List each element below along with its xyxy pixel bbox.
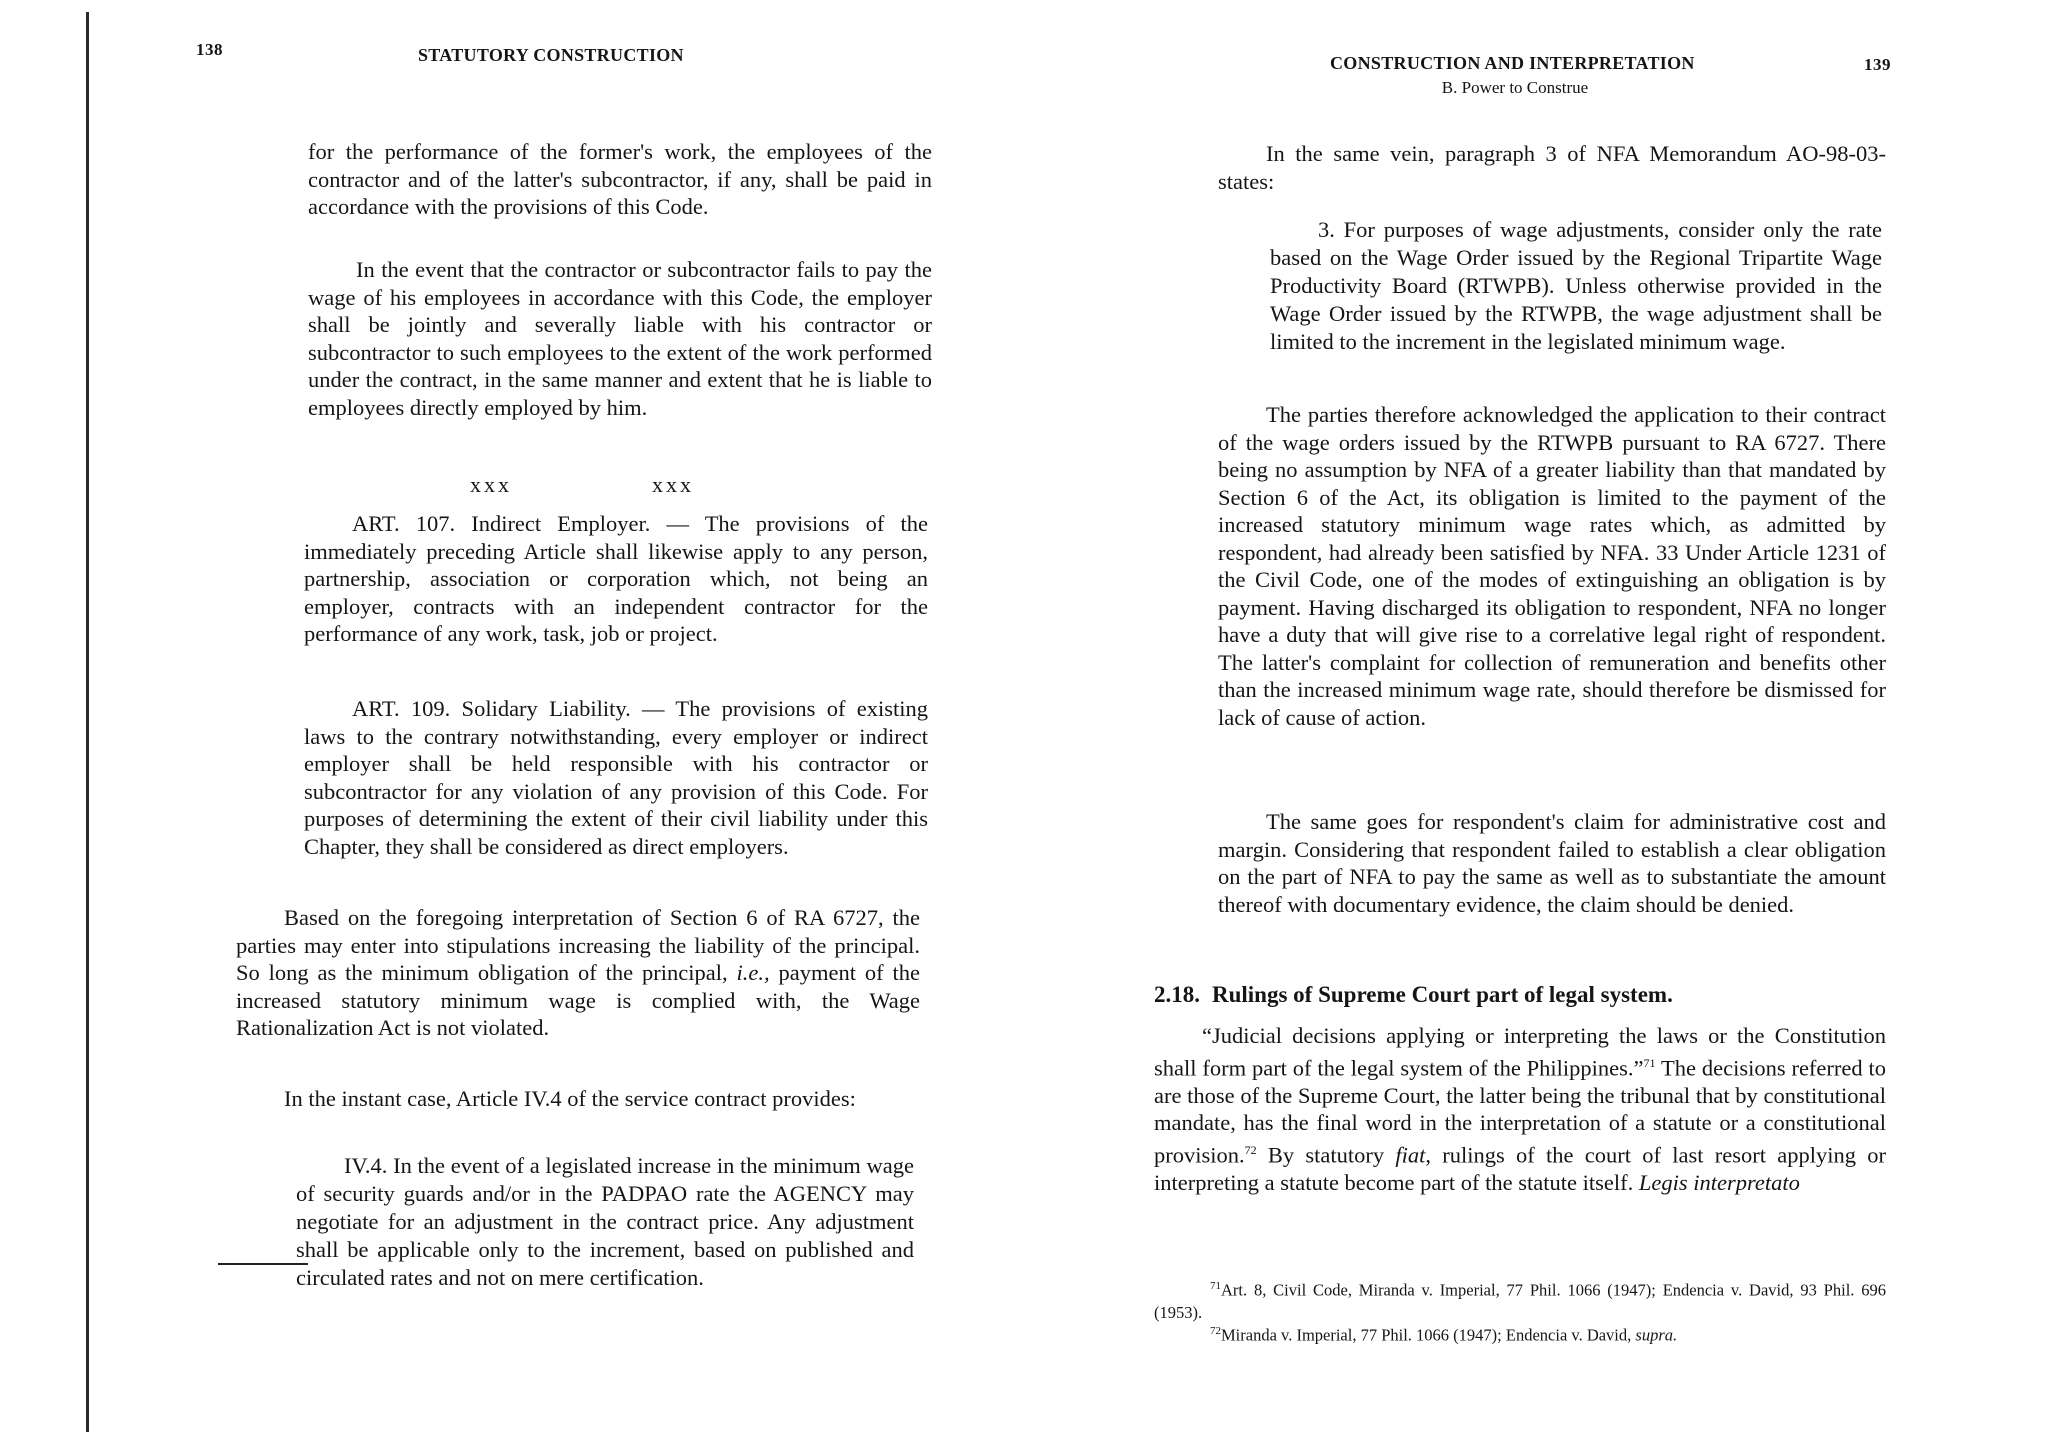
- section-para-b: The decisions referred to are those of the Supreme Court, the latter being the tribunal that by constitutional mandate, has the final word in the interpretation of a statute or a constitutional provision.: [1154, 1055, 1886, 1167]
- footnote-ref-71: 71: [1643, 1055, 1656, 1070]
- footnote-71: [1154, 1275, 1886, 1324]
- footnote-71-text: Art. 8, Civil Code, Miranda v. Imperial, 77 Phil. 1066 (1947); Endencia v. David, 93 Phil. 696 (1953).: [1154, 1280, 1886, 1322]
- footnote-72-text: Miranda v. Imperial, 77 Phil. 1066 (1947); Endencia v. David,: [1221, 1325, 1636, 1345]
- paragraph-based-on: [236, 904, 920, 1042]
- legis-text: Legis interpretato: [1638, 1169, 1800, 1195]
- paragraph-1: for the performance of the former's work, the employees of the contractor and of the latter's subcontractor, if any, shall be paid in accordance with the provisions of this Code.: [308, 139, 932, 219]
- left-page: [0, 0, 1020, 1447]
- running-subhead: B. Power to Construe: [1441, 78, 1589, 97]
- right-page: [1130, 0, 2048, 1447]
- ellipsis-right: xxx: [652, 472, 694, 497]
- section-para-c: By statutory: [1256, 1142, 1396, 1167]
- block-quote-para-3: 3. For purposes of wage adjustments, consider only the rate based on the Wage Order issued by the Regional Tripartite Wage Productivity Board (RTWPB). Unless otherwise provided in the Wage Order issued by the RTWPB, the wage adjustment shall be limited to the increment in the legislated minimum wage.: [1270, 217, 1882, 354]
- paragraph-judicial-decisions: [1154, 1022, 1886, 1196]
- footnote-72: [1154, 1320, 1886, 1347]
- footnote-ref-72: 72: [1244, 1142, 1257, 1157]
- ie-text: i.e.,: [736, 960, 770, 985]
- paragraph-same-vein: In the same vein, paragraph 3 of NFA Memorandum AO-98-03- states:: [1218, 141, 1886, 194]
- paragraph-same-goes: The same goes for respondent's claim for administrative cost and margin. Considering that respondent failed to establish a clear obligation on the part of NFA to pay the same as well as to substantiate the amount thereof with documentary evidence, the claim should be denied.: [1218, 809, 1886, 917]
- footnote-72-italic: supra.: [1635, 1325, 1678, 1345]
- section-para-d: , rulings of the court of last resort applying or interpreting a statute become part of the statute itself.: [1154, 1142, 1886, 1195]
- paragraph-instant-case: In the instant case, Article IV.4 of the service contract provides:: [284, 1086, 856, 1111]
- section-number: 2.18.: [1154, 982, 1200, 1007]
- page-number: 138: [196, 40, 223, 59]
- paragraph-art-107: ART. 107. Indirect Employer. — The provisions of the immediately preceding Article shall likewise apply to any person, partnership, association or corporation which, not being an employer, contracts with an independent contractor for the performance of any work, task, job or project.: [304, 511, 928, 646]
- ellipsis-left: xxx: [470, 472, 512, 497]
- section-para-a: “Judicial decisions applying or interpreting the laws or the Constitution shall form part of the legal system of the Philippines.”: [1154, 1023, 1886, 1080]
- running-head: CONSTRUCTION AND INTERPRETATION: [1330, 53, 1695, 73]
- para5-head: Based on the foregoing interpretation of Section 6 of RA 6727, the parties may enter into stipulations increasing the liability of the principal. So long as the minimum obligation of the principal,: [236, 905, 920, 985]
- paragraph-art-109: ART. 109. Solidary Liability. — The provisions of existing laws to the contrary notwithstanding, every employer or indirect employer shall be held responsible with his contractor or subcontractor for any violation of any provision of this Code. For purposes of determining the extent of their civil liability under this Chapter, they shall be considered as direct employers.: [304, 696, 928, 859]
- fiat-text: fiat: [1395, 1142, 1426, 1167]
- footnote-71-num: 71: [1210, 1280, 1221, 1292]
- paragraph-parties-acknowledged: The parties therefore acknowledged the application to their contract of the wage orders issued by the RTWPB pursuant to RA 6727. There being no assumption by NFA of a greater liability than that mandated by Section 6 of the Act, its obligation is limited to the payment of the increased statutory minimum wage rates which, as admitted by respondent, had already been satisfied by NFA. 33 Under Article 1231 of the Civil Code, one of the modes of extinguishing an obligation is by payment. Having discharged its obligation to respondent, NFA no longer have a duty that will give rise to a correlative legal right of respondent. The latter's complaint for collection of remuneration and benefits other than the increased minimum wage rate, should therefore be dismissed for lack of cause of action.: [1218, 402, 1886, 730]
- block-quote-iv4: IV.4. In the event of a legislated increase in the minimum wage of security guards and/or in the PADPAO rate the AGENCY may negotiate for an adjustment in the contract price. Any adjustment shall be applicable only to the increment, based on published and circulated rates and not on mere certification.: [296, 1153, 914, 1290]
- paragraph-2: In the event that the contractor or subcontractor fails to pay the wage of his employees in accordance with this Code, the employer shall be jointly and severally liable with his contractor or subcontractor to such employees to the extent of the work performed under the contract, in the same manner and extent that he is liable to employees directly employed by him.: [308, 257, 932, 420]
- section-heading: [1154, 982, 1673, 1008]
- page-number: 139: [1864, 55, 1891, 74]
- margin-rule: [218, 1263, 308, 1265]
- para5-tail: payment of the increased statutory minimum wage is complied with, the Wage Rationalization Act is not violated.: [236, 960, 920, 1040]
- section-title: Rulings of Supreme Court part of legal system.: [1212, 982, 1673, 1007]
- running-head: STATUTORY CONSTRUCTION: [418, 45, 684, 65]
- footnote-72-num: 72: [1210, 1325, 1221, 1337]
